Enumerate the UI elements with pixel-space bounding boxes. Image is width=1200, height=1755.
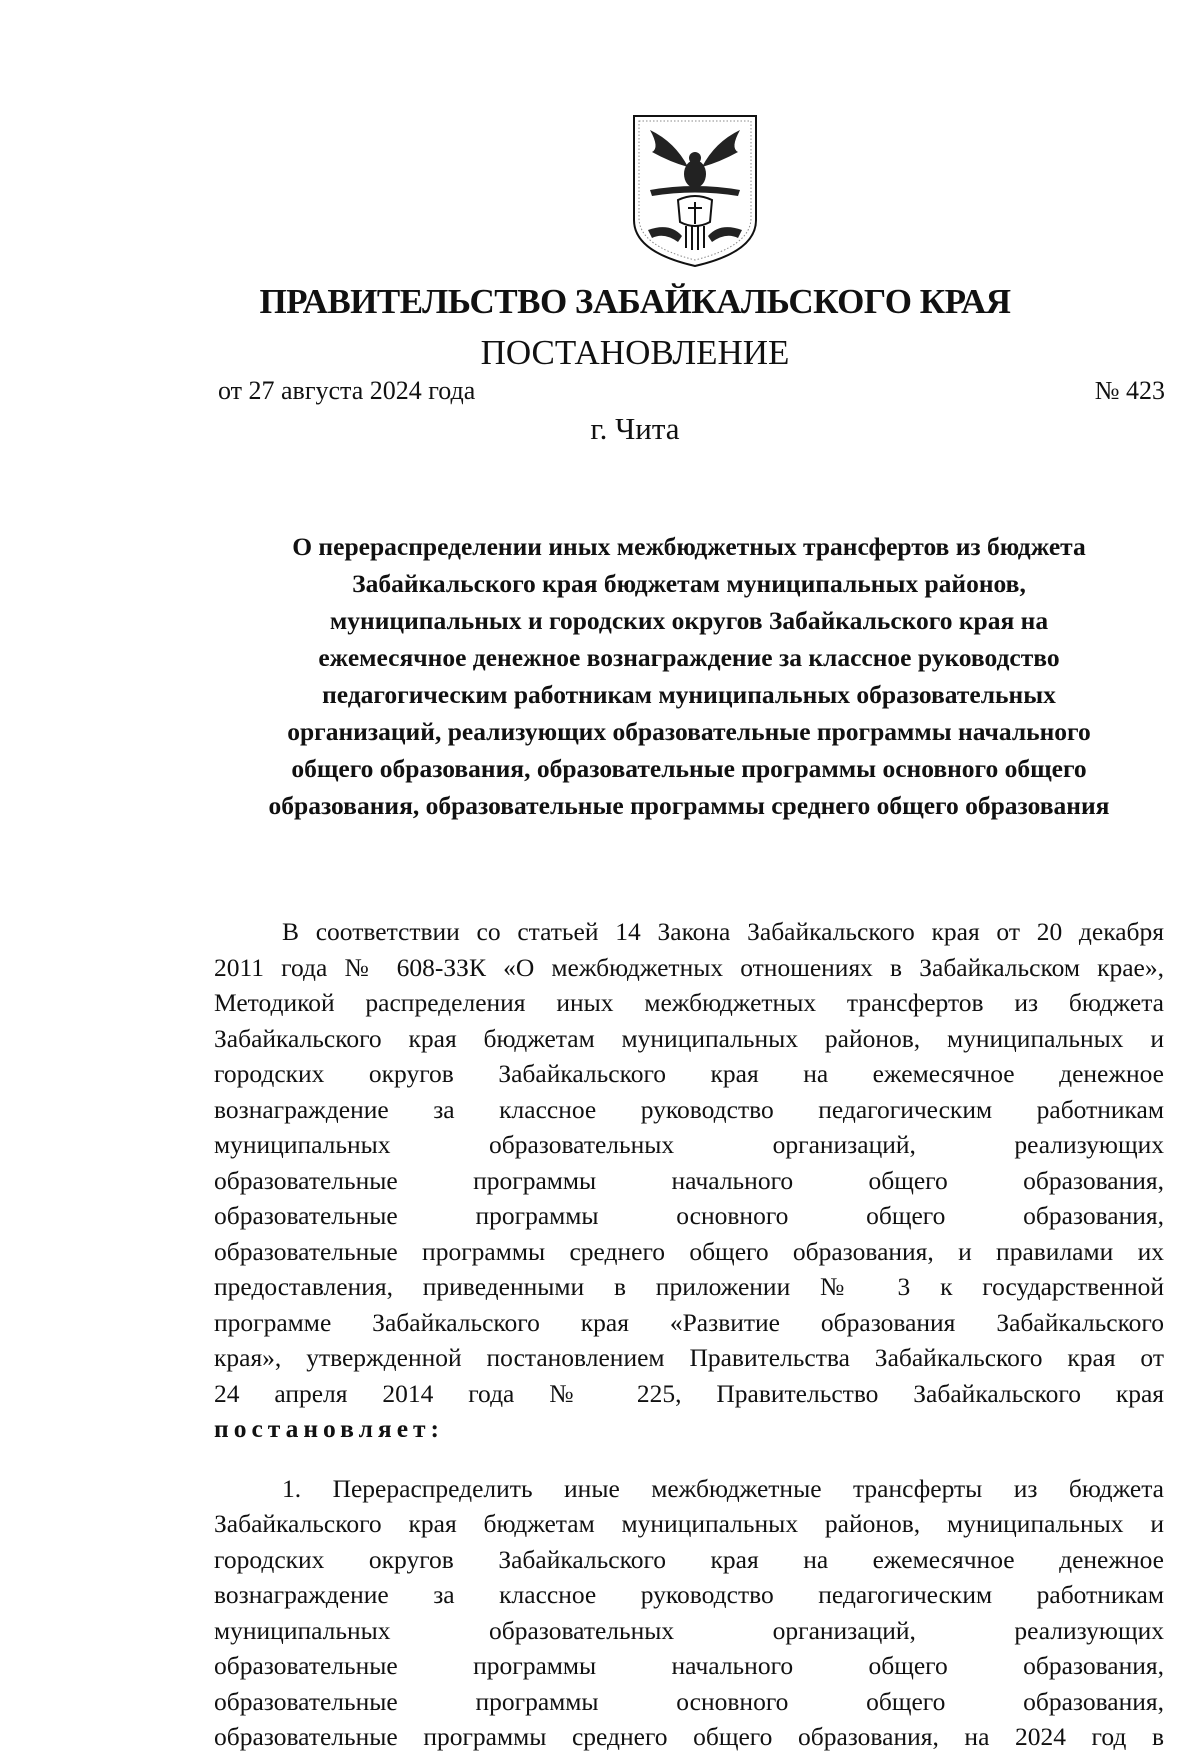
title-line: организаций, реализующих образовательные программы начального xyxy=(287,717,1091,746)
body-line: Методикой распределения иных межбюджетных трансфертов из бюджета xyxy=(214,988,1164,1017)
title-line: педагогическим работникам муниципальных образовательных xyxy=(322,680,1056,709)
resolves-word: постановляет: xyxy=(214,1414,445,1443)
title-line: муниципальных и городских округов Забайкальского края на xyxy=(329,606,1049,635)
coat-of-arms-icon xyxy=(630,112,760,270)
title-line: Забайкальского края бюджетам муниципальных районов, xyxy=(352,569,1026,598)
body-line: вознаграждение за классное руководство педагогическим работникам xyxy=(214,1580,1164,1609)
body-line: Забайкальского края бюджетам муниципальных районов, муниципальных и xyxy=(214,1509,1164,1538)
body-line: образовательные программы среднего общего образования, на 2024 год в xyxy=(214,1722,1164,1751)
body-line: 2011 года № 608-ЗЗК «О межбюджетных отношениях в Забайкальском крае», xyxy=(214,952,1164,982)
body-line: городских округов Забайкальского края на ежемесячное денежное xyxy=(214,1544,1164,1574)
body-line: Забайкальского края бюджетам муниципальных районов, муниципальных и xyxy=(214,1023,1164,1053)
body-line: образовательные программы среднего общего образования, и правилами их xyxy=(214,1236,1164,1266)
body-line: образовательные программы начального общего образования, xyxy=(214,1651,1164,1680)
body-line: 1. Перераспределить иные межбюджетные трансферты из бюджета xyxy=(282,1473,1164,1503)
body-line: образовательные программы основного общего образования, xyxy=(214,1686,1164,1716)
body-line: предоставления, приведенными в приложении № 3 к государственной xyxy=(214,1272,1164,1301)
body-line: В соответствии со статьей 14 Закона Забайкальского края от 20 декабря xyxy=(282,917,1164,946)
body-line: городских округов Забайкальского края на ежемесячное денежное xyxy=(214,1059,1164,1088)
document-number: № 423 xyxy=(1094,376,1165,405)
organization-name: ПРАВИТЕЛЬСТВО ЗАБАЙКАЛЬСКОГО КРАЯ xyxy=(259,282,1011,321)
body-line: муниципальных образовательных организаций, реализующих xyxy=(214,1130,1164,1159)
body-line: вознаграждение за классное руководство педагогическим работникам xyxy=(214,1094,1164,1124)
title-line: ежемесячное денежное вознаграждение за классное руководство xyxy=(318,643,1060,672)
title-line: О перераспределении иных межбюджетных трансфертов из бюджета xyxy=(292,532,1086,561)
body-line: 24 апреля 2014 года № 225, Правительство Забайкальского края xyxy=(214,1378,1164,1408)
preamble-paragraph xyxy=(214,914,1164,1447)
document-type: ПОСТАНОВЛЕНИЕ xyxy=(480,333,790,372)
body-line: края», утвержденной постановлением Правительства Забайкальского края от xyxy=(214,1343,1164,1372)
document-city: г. Чита xyxy=(590,411,680,446)
document-date: от 27 августа 2024 года xyxy=(218,376,476,405)
title-line: образования, образовательные программы среднего общего образования xyxy=(268,791,1110,820)
paragraph-gap xyxy=(214,1447,1164,1471)
body-line: муниципальных образовательных организаций, реализующих xyxy=(214,1615,1164,1645)
item-1-paragraph xyxy=(214,1471,1164,1755)
body-line: образовательные программы начального общего образования, xyxy=(214,1165,1164,1195)
document-body xyxy=(214,914,1164,1755)
body-line: программе Забайкальского края «Развитие образования Забайкальского xyxy=(214,1307,1164,1337)
body-line: образовательные программы основного общего образования, xyxy=(214,1201,1164,1230)
document-title xyxy=(214,528,1164,824)
title-line: общего образования, образовательные программы основного общего xyxy=(291,754,1087,783)
